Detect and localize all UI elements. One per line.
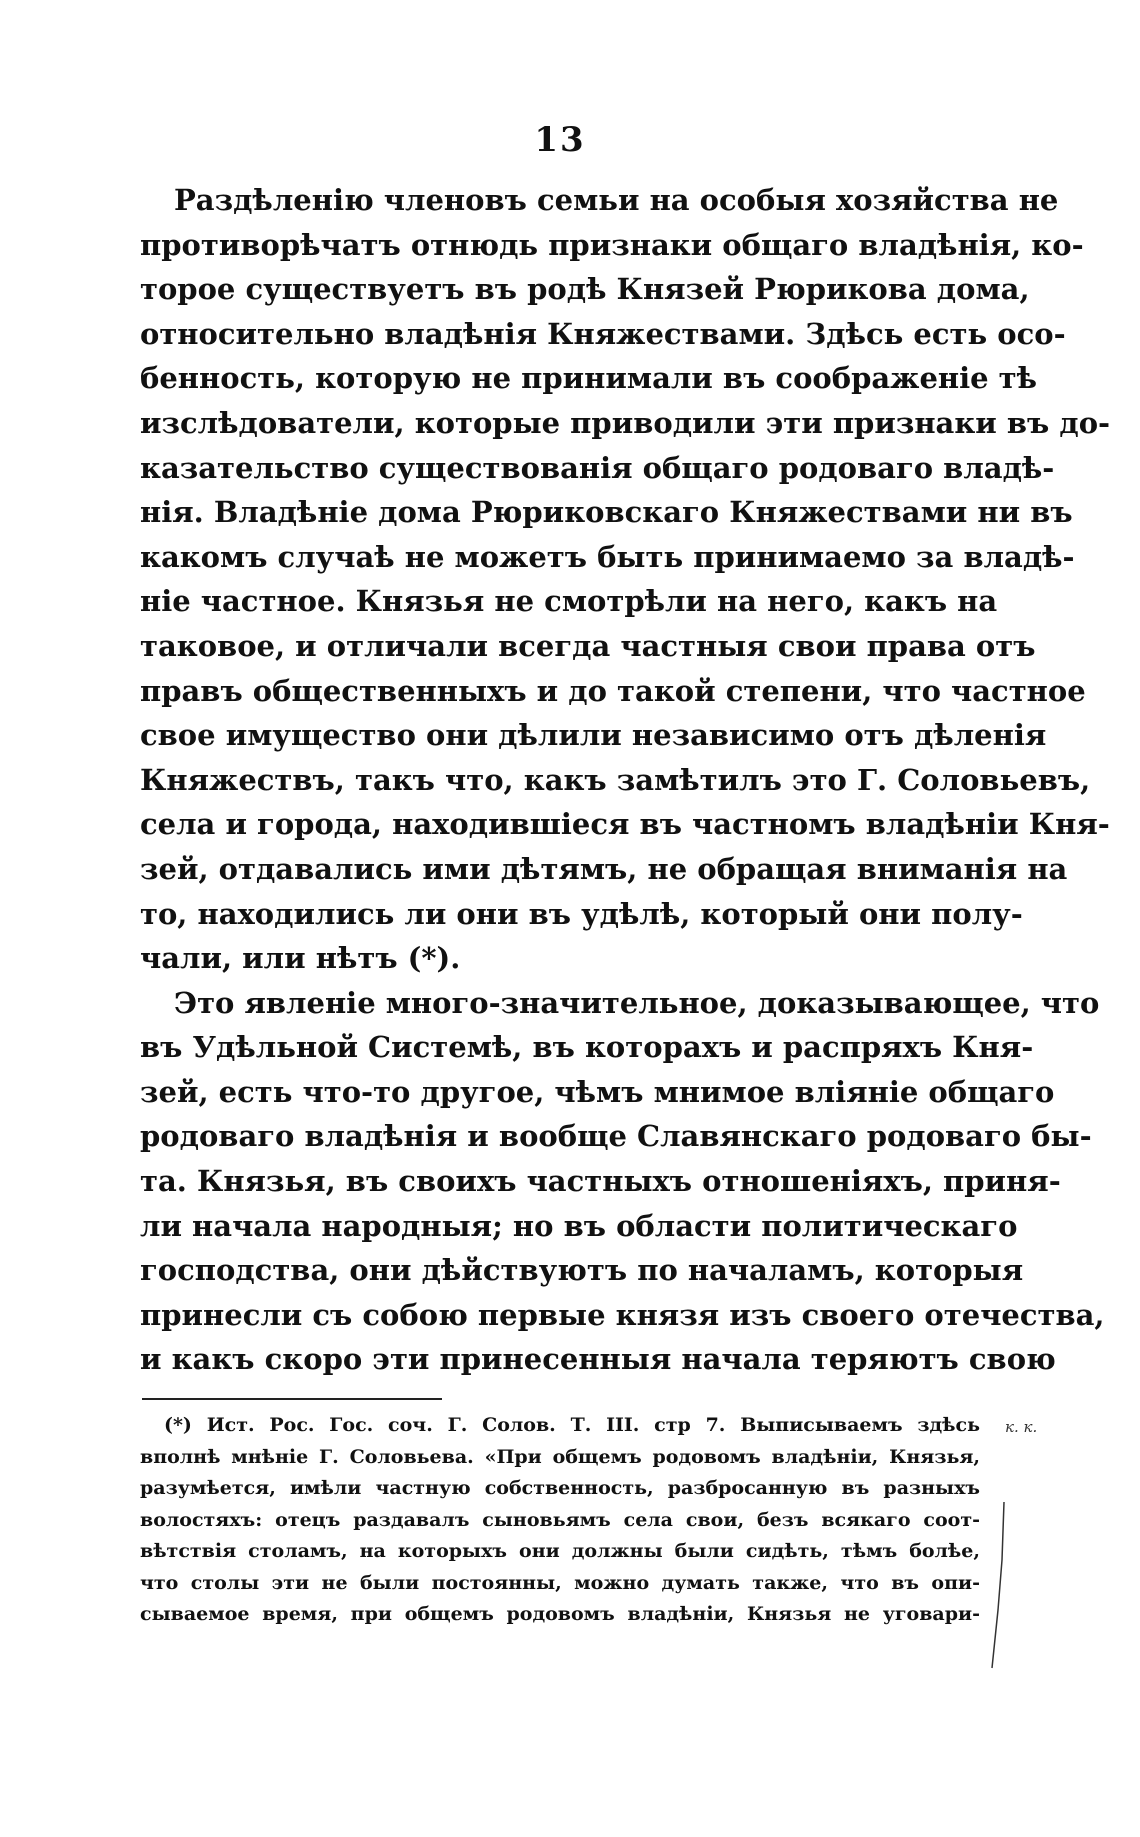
- text-line: противорѣчатъ отнюдь признаки общаго владѣнія, ко-: [140, 227, 1084, 262]
- text-line: нія. Владѣніе дома Рюриковскаго Княжествами ни въ: [140, 495, 1073, 530]
- text-line: свое имущество они дѣлили независимо отъ дѣленія: [140, 718, 1047, 753]
- text-line: казательство существованія общаго родоваго владѣ-: [140, 450, 1055, 485]
- text-line: господства, они дѣйствуютъ по началамъ, которыя: [140, 1253, 1024, 1288]
- margin-bracket-mark: [990, 1500, 1010, 1670]
- footnote-line: что столы эти не были постоянны, можно думать также, что въ опи-: [140, 1571, 980, 1594]
- text-line: бенность, которую не принимали въ соображеніе тѣ: [140, 361, 1038, 396]
- text-line: правъ общественныхъ и до такой степени, что частное: [140, 673, 1086, 708]
- footnote: [140, 1410, 980, 1631]
- text-line: торое существуетъ въ родѣ Князей Рюрикова дома,: [140, 272, 1030, 307]
- footnote-line: волостяхъ: отецъ раздавалъ сыновьямъ села свои, безъ всякаго соот-: [140, 1508, 980, 1531]
- footnote-line: сываемое время, при общемъ родовомъ владѣніи, Князья не уговари-: [140, 1603, 980, 1625]
- text-line: села и города, находившіеся въ частномъ владѣніи Кня-: [140, 807, 1110, 842]
- text-line: Это явленіе много-значительное, доказывающее, что: [174, 985, 1100, 1020]
- text-line: родоваго владѣнія и вообще Славянскаго родоваго бы-: [140, 1119, 1092, 1154]
- text-line: чали, или нѣтъ (*).: [140, 941, 461, 976]
- footnote-line: (*) Ист. Рос. Гос. соч. Г. Солов. Т. III. стр 7. Выписываемъ здѣсь: [164, 1414, 980, 1436]
- text-line: ли начала народныя; но въ области политическаго: [140, 1208, 1018, 1243]
- text-line: таковое, и отличали всегда частныя свои права отъ: [140, 628, 1036, 663]
- paragraph-2: [140, 981, 1105, 1382]
- text-line: и какъ скоро эти принесенныя начала теряютъ свою: [140, 1342, 1056, 1377]
- text-line: въ Удѣльной Системѣ, въ которахъ и распряхъ Кня-: [140, 1030, 1034, 1065]
- footnote-line: разумѣется, имѣли частную собственность, разбросанную въ разныхъ: [140, 1477, 980, 1499]
- footnote-divider: [142, 1398, 442, 1400]
- body-text: [140, 178, 1111, 1382]
- text-line: ніе частное. Князья не смотрѣли на него, какъ на: [140, 584, 998, 619]
- text-line: какомъ случаѣ не можетъ быть принимаемо за владѣ-: [140, 539, 1075, 574]
- text-line: относительно владѣнія Княжествами. Здѣсь есть осо-: [140, 316, 1066, 351]
- text-line: изслѣдователи, которые приводили эти признаки въ до-: [140, 405, 1111, 440]
- paragraph-1: [140, 178, 1111, 981]
- text-line: та. Князья, въ своихъ частныхъ отношеніяхъ, приня-: [140, 1164, 1061, 1199]
- footnote-line: вѣтствія столамъ, на которыхъ они должны были сидѣть, тѣмъ болѣе,: [140, 1540, 980, 1562]
- text-line: Княжествъ, такъ что, какъ замѣтилъ это Г. Соловьевъ,: [140, 762, 1091, 797]
- text-line: Раздѣленію членовъ семьи на особыя хозяйства не: [174, 183, 1059, 217]
- text-line: зей, отдавались ими дѣтямъ, не обращая вниманія на: [140, 851, 1068, 886]
- text-line: принесли съ собою первые князя изъ своего отечества,: [140, 1297, 1105, 1332]
- footnote-line: вполнѣ мнѣніе Г. Соловьева. «При общемъ родовомъ владѣніи, Князья,: [140, 1445, 980, 1468]
- text-line: зей, есть что-то другое, чѣмъ мнимое вліяніе общаго: [140, 1074, 1055, 1109]
- margin-annotation: к. к.: [1005, 1418, 1038, 1436]
- page-number: 13: [534, 120, 586, 160]
- text-line: то, находились ли они въ удѣлѣ, который они полу-: [140, 896, 1023, 931]
